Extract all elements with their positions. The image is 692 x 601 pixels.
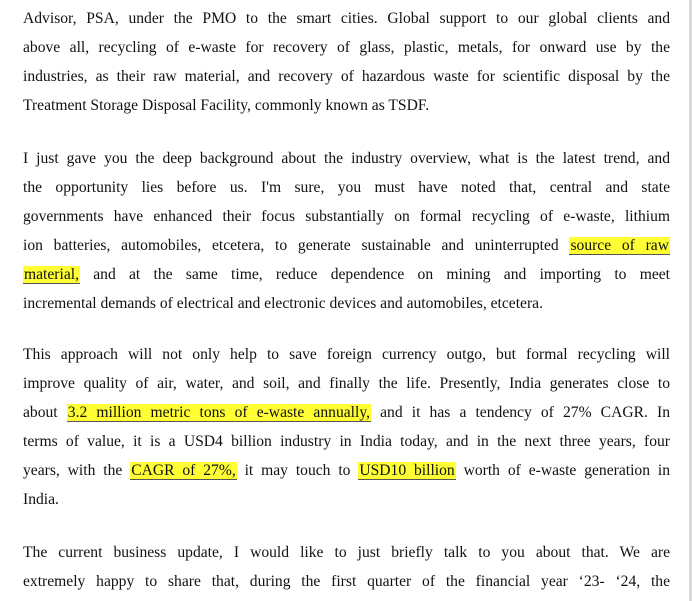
text-line: terms of value, it is a USD4 billion industry in India today, and in the next three years, four — [23, 433, 670, 450]
text-line: incremental demands of electrical and electronic devices and automobiles, etcetera. — [23, 295, 543, 312]
text-segment: years, with the — [23, 462, 131, 479]
text-line: above all, recycling of e-waste for recovery of glass, plastic, metals, for onward use by the — [23, 39, 670, 56]
text-line: I just gave you the deep background about the industry overview, what is the latest trend, and — [23, 150, 670, 167]
text-line: Treatment Storage Disposal Facility, commonly known as TSDF. — [23, 97, 430, 114]
paragraph-2 — [23, 144, 670, 318]
paragraph-4 — [23, 538, 670, 596]
text-line: the opportunity lies before us. I'm sure, you must have noted that, central and state — [23, 179, 670, 196]
text-line — [23, 260, 670, 289]
text-line — [23, 231, 670, 260]
highlighted-text: source of raw — [570, 237, 669, 254]
paragraph-1 — [23, 4, 670, 120]
text-segment: about — [23, 404, 67, 421]
paragraph-3 — [23, 340, 670, 514]
text-line — [23, 456, 670, 485]
text-segment: and it has a tendency of 27% CAGR. In — [371, 404, 671, 421]
text-segment: ion batteries, automobiles, etcetera, to generate sustainable and uninterrupted — [23, 237, 570, 254]
text-line: India. — [23, 491, 59, 508]
text-segment: and at the same time, reduce dependence on mining and importing to meet — [79, 266, 670, 283]
highlighted-text: CAGR of 27%, — [131, 462, 236, 479]
text-line: The current business update, I would like to just briefly talk to you about that. We are — [23, 544, 670, 561]
text-segment: worth of e-waste generation in — [455, 462, 670, 479]
text-segment: it may touch to — [236, 462, 359, 479]
highlighted-text: USD10 billion — [359, 462, 455, 479]
text-line: industries, as their raw material, and recovery of hazardous waste for scientific disposal by the — [23, 68, 670, 85]
text-line: improve quality of air, water, and soil, and finally the life. Presently, India generates close to — [23, 375, 670, 392]
text-line: governments have enhanced their focus substantially on formal recycling of e-waste, lithium — [23, 208, 670, 225]
text-line — [23, 398, 670, 427]
highlighted-text: material, — [24, 266, 79, 283]
text-line: extremely happy to share that, during the first quarter of the financial year ‘23- ‘24, the — [23, 573, 670, 590]
highlighted-text: 3.2 million metric tons of e-waste annually, — [67, 404, 371, 421]
text-line: Advisor, PSA, under the PMO to the smart cities. Global support to our global clients and — [23, 10, 670, 27]
text-line: This approach will not only help to save foreign currency outgo, but formal recycling will — [23, 346, 670, 363]
